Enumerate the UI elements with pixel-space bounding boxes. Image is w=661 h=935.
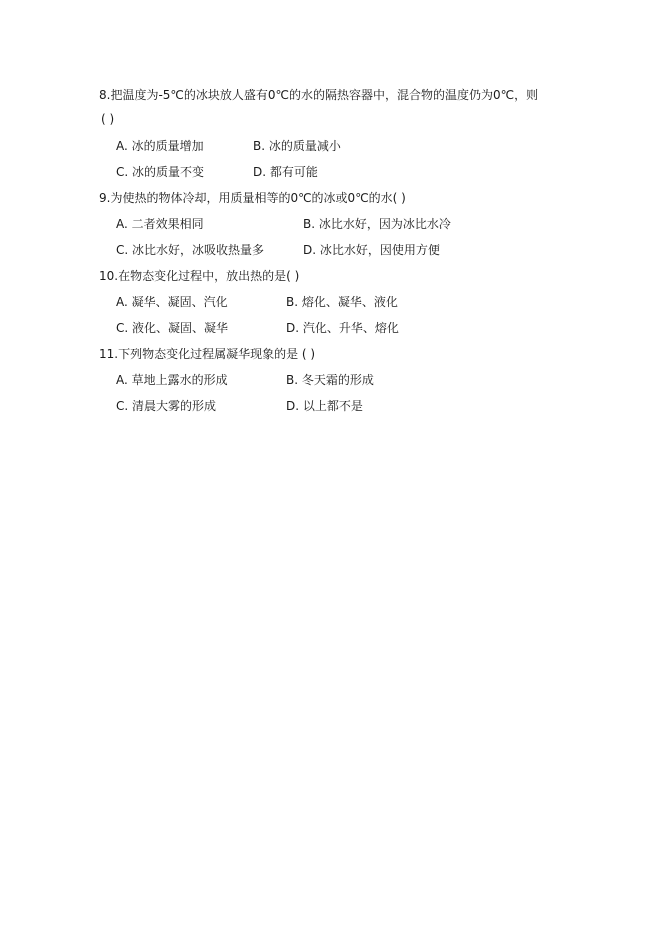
question-9-option-b: B. 冰比水好，因为冰比水冷 <box>303 217 451 231</box>
question-8-option-a: A. 冰的质量增加 <box>116 139 204 153</box>
question-11-option-a: A. 草地上露水的形成 <box>116 373 228 387</box>
question-10-option-a: A. 凝华、凝固、汽化 <box>116 295 228 309</box>
question-11-option-c: C. 清晨大雾的形成 <box>116 399 217 413</box>
question-8-option-d: D. 都有可能 <box>253 165 318 179</box>
question-10-stem: 10.在物态变化过程中，放出热的是( ) <box>99 269 300 283</box>
question-10-option-c: C. 液化、凝固、凝华 <box>116 321 229 335</box>
question-8-answer-bracket: ( ) <box>101 112 115 126</box>
question-11-stem: 11.下列物态变化过程属凝华现象的是 ( ) <box>99 347 316 361</box>
question-8-option-b: B. 冰的质量减小 <box>253 139 341 153</box>
question-10-option-b: B. 熔化、凝华、液化 <box>286 295 398 309</box>
question-9-option-a: A. 二者效果相同 <box>116 217 204 231</box>
question-10-option-d: D. 汽化、升华、熔化 <box>286 321 399 335</box>
question-8-option-c: C. 冰的质量不变 <box>116 165 205 179</box>
question-8-stem: 8.把温度为-5℃的冰块放人盛有0℃的水的隔热容器中，混合物的温度仍为0℃，则 <box>99 88 539 102</box>
question-9-option-d: D. 冰比水好，因使用方便 <box>303 243 440 257</box>
question-9-option-c: C. 冰比水好，冰吸收热量多 <box>116 243 265 257</box>
question-11-option-d: D. 以上都不是 <box>286 399 363 413</box>
question-11-option-b: B. 冬天霜的形成 <box>286 373 374 387</box>
question-9-stem: 9.为使热的物体冷却，用质量相等的0℃的冰或0℃的水( ) <box>99 191 406 205</box>
